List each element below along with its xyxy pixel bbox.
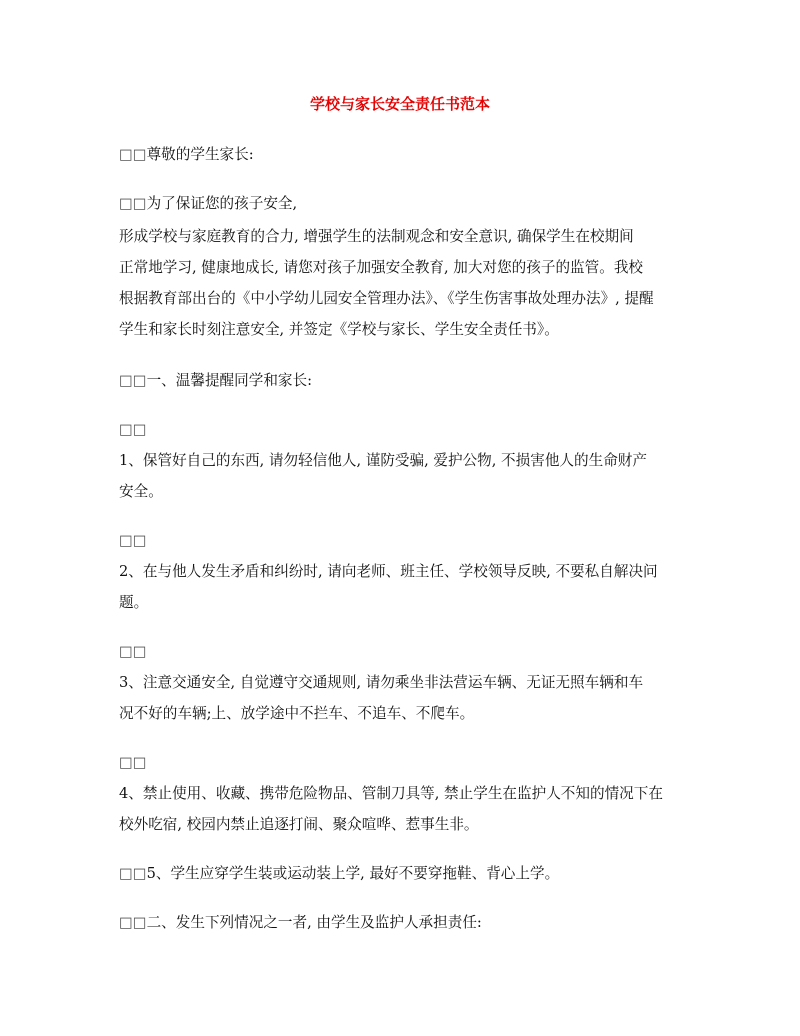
section1-heading: 一、温馨提醒同学和家长:: [146, 372, 313, 389]
spacer-placeholder-4: □□: [119, 754, 147, 771]
salutation-line: [119, 145, 254, 165]
item1-line-2: 安全。: [119, 483, 163, 500]
intro-line-3: 正常地学习, 健康地成长, 请您对孩子加强安全教育, 加大对您的孩子的监管。我校: [119, 259, 644, 276]
item3-line-1: 3、注意交通安全, 自觉遵守交通规则, 请勿乘坐非法营运车辆、无证无照车辆和车: [119, 674, 644, 691]
document-title: 学校与家长安全责任书范本: [309, 95, 490, 113]
item2-line-2: 题。: [119, 594, 149, 611]
indent-placeholder: □□: [119, 865, 147, 882]
intro-line-5: 学生和家长时刻注意安全, 并签定《学校与家长、学生安全责任书》。: [119, 321, 559, 338]
indent-placeholder: □□: [119, 146, 147, 163]
indent-placeholder: □□: [119, 195, 147, 212]
intro-line-2: 形成学校与家庭教育的合力, 增强学生的法制观念和安全意识, 确保学生在校期间: [119, 228, 634, 245]
item4-line-1: 4、禁止使用、收藏、携带危险物品、管制刀具等, 禁止学生在监护人不知的情况下在: [119, 785, 663, 802]
spacer-placeholder-3: □□: [119, 643, 147, 660]
section2-heading-line: [119, 913, 482, 933]
item5-line: [119, 864, 559, 884]
item4-line-2: 校外吃宿, 校园内禁止追逐打闹、聚众喧哗、惹事生非。: [119, 816, 479, 833]
section1-heading-line: [119, 371, 312, 391]
salutation-text: 尊敬的学生家长:: [146, 146, 254, 163]
section2-heading: 二、发生下列情况之一者, 由学生及监护人承担责任:: [146, 914, 482, 931]
indent-placeholder: □□: [119, 914, 147, 931]
item2-line-1: 2、在与他人发生矛盾和纠纷时, 请向老师、班主任、学校领导反映, 不要私自解决问: [119, 563, 658, 580]
intro-line-4: 根据教育部出台的《中小学幼儿园安全管理办法》、《学生伤害事故处理办法》, 提醒: [119, 290, 654, 307]
intro-line-1: [119, 194, 297, 214]
spacer-placeholder-2: □□: [119, 532, 147, 549]
item5-text: 5、学生应穿学生装或运动装上学, 最好不要穿拖鞋、背心上学。: [146, 865, 560, 882]
spacer-placeholder-1: □□: [119, 421, 147, 438]
item3-line-2: 况不好的车辆;上、放学途中不拦车、不追车、不爬车。: [119, 705, 475, 722]
intro-text-1: 为了保证您的孩子安全,: [146, 195, 298, 212]
item1-line-1: 1、保管好自己的东西, 请勿轻信他人, 谨防受骗, 爱护公物, 不损害他人的生命财产: [119, 452, 647, 469]
indent-placeholder: □□: [119, 372, 147, 389]
